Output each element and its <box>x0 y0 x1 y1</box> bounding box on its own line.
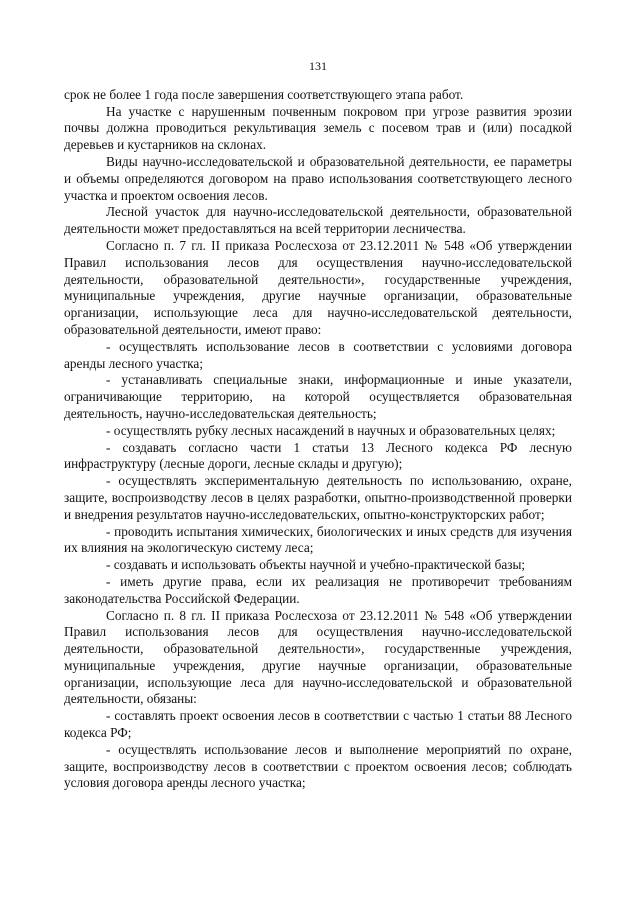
list-item-right: - создавать согласно части 1 статьи 13 Лесного кодекса РФ лесную инфраструктуру (лесные дороги, лесные склады и другую); <box>64 439 572 472</box>
document-page <box>64 58 572 792</box>
paragraph-continuation: срок не более 1 года после завершения соответствующего этапа работ. <box>64 86 464 102</box>
paragraph-rights-intro: Согласно п. 7 гл. II приказа Рослесхоза от 23.12.2011 № 548 «Об утверждении Правил использования лесов для осуществления научно-исследовательской деятельности, образовательной деятельности», государственные учреждения, муниципальные учреждения, другие научные организации, образовательные организации, использующие леса для научно-исследовательской деятельности, образовательной деятельности, имеют право: <box>64 237 572 337</box>
paragraph-forest-plot: Лесной участок для научно-исследовательской деятельности, образовательной деятельности может предоставляться на всей территории лесничества. <box>64 204 572 237</box>
list-item-right: - осуществлять рубку лесных насаждений в научных и образовательных целях; <box>106 422 556 438</box>
list-item-obligation: - составлять проект освоения лесов в соответствии с частью 1 статьи 88 Лесного кодекса РФ; <box>64 708 572 741</box>
list-item-right: - создавать и использовать объекты научной и учебно-практической базы; <box>106 557 526 573</box>
list-item-right: - иметь другие права, если их реализация не противоречит требованиям законодательства Российской Федерации. <box>64 573 572 606</box>
list-item-right: - осуществлять использование лесов в соответствии с условиями договора аренды лесного участка; <box>64 338 572 371</box>
page-number: 131 <box>309 59 327 73</box>
paragraph-obligations-intro: Согласно п. 8 гл. II приказа Рослесхоза от 23.12.2011 № 548 «Об утверждении Правил использования лесов для осуществления научно-исследовательской деятельности, образовательной деятельности», государственные учреждения, муниципальные учреждения, другие научные организации, образовательные организации, использующие леса для научно-исследовательской и образовательной деятельности, обязаны: <box>64 607 572 707</box>
paragraph-activity-types: Виды научно-исследовательской и образовательной деятельности, ее параметры и объемы определяются договором на право использования соответствующего лесного участка и проектом освоения лесов. <box>64 153 572 203</box>
list-item-right: - осуществлять экспериментальную деятельность по использованию, охране, защите, воспроизводству лесов в целях разработки, опытно-производственной проверки и внедрения результатов научно-исследовательских, опытно-конструкторских работ; <box>64 473 572 522</box>
list-item-right: - проводить испытания химических, биологических и иных средств для изучения их влияния на экологическую систему леса; <box>64 523 572 556</box>
list-item-right: - устанавливать специальные знаки, информационные и иные указатели, ограничивающие территорию, на которой осуществляется образовательная деятельность, научно-исследовательская деятельность; <box>64 372 572 421</box>
list-item-obligation: - осуществлять использование лесов и выполнение мероприятий по охране, защите, воспроизводству лесов в соответствии с проектом освоения лесов; соблюдать условия договора аренды лесного участка; <box>64 741 572 791</box>
paragraph-recultivation: На участке с нарушенным почвенным покровом при угрозе развития эрозии почвы должна проводиться рекультивация земель с посевом трав и (или) посадкой деревьев и кустарников на склонах. <box>64 103 572 153</box>
